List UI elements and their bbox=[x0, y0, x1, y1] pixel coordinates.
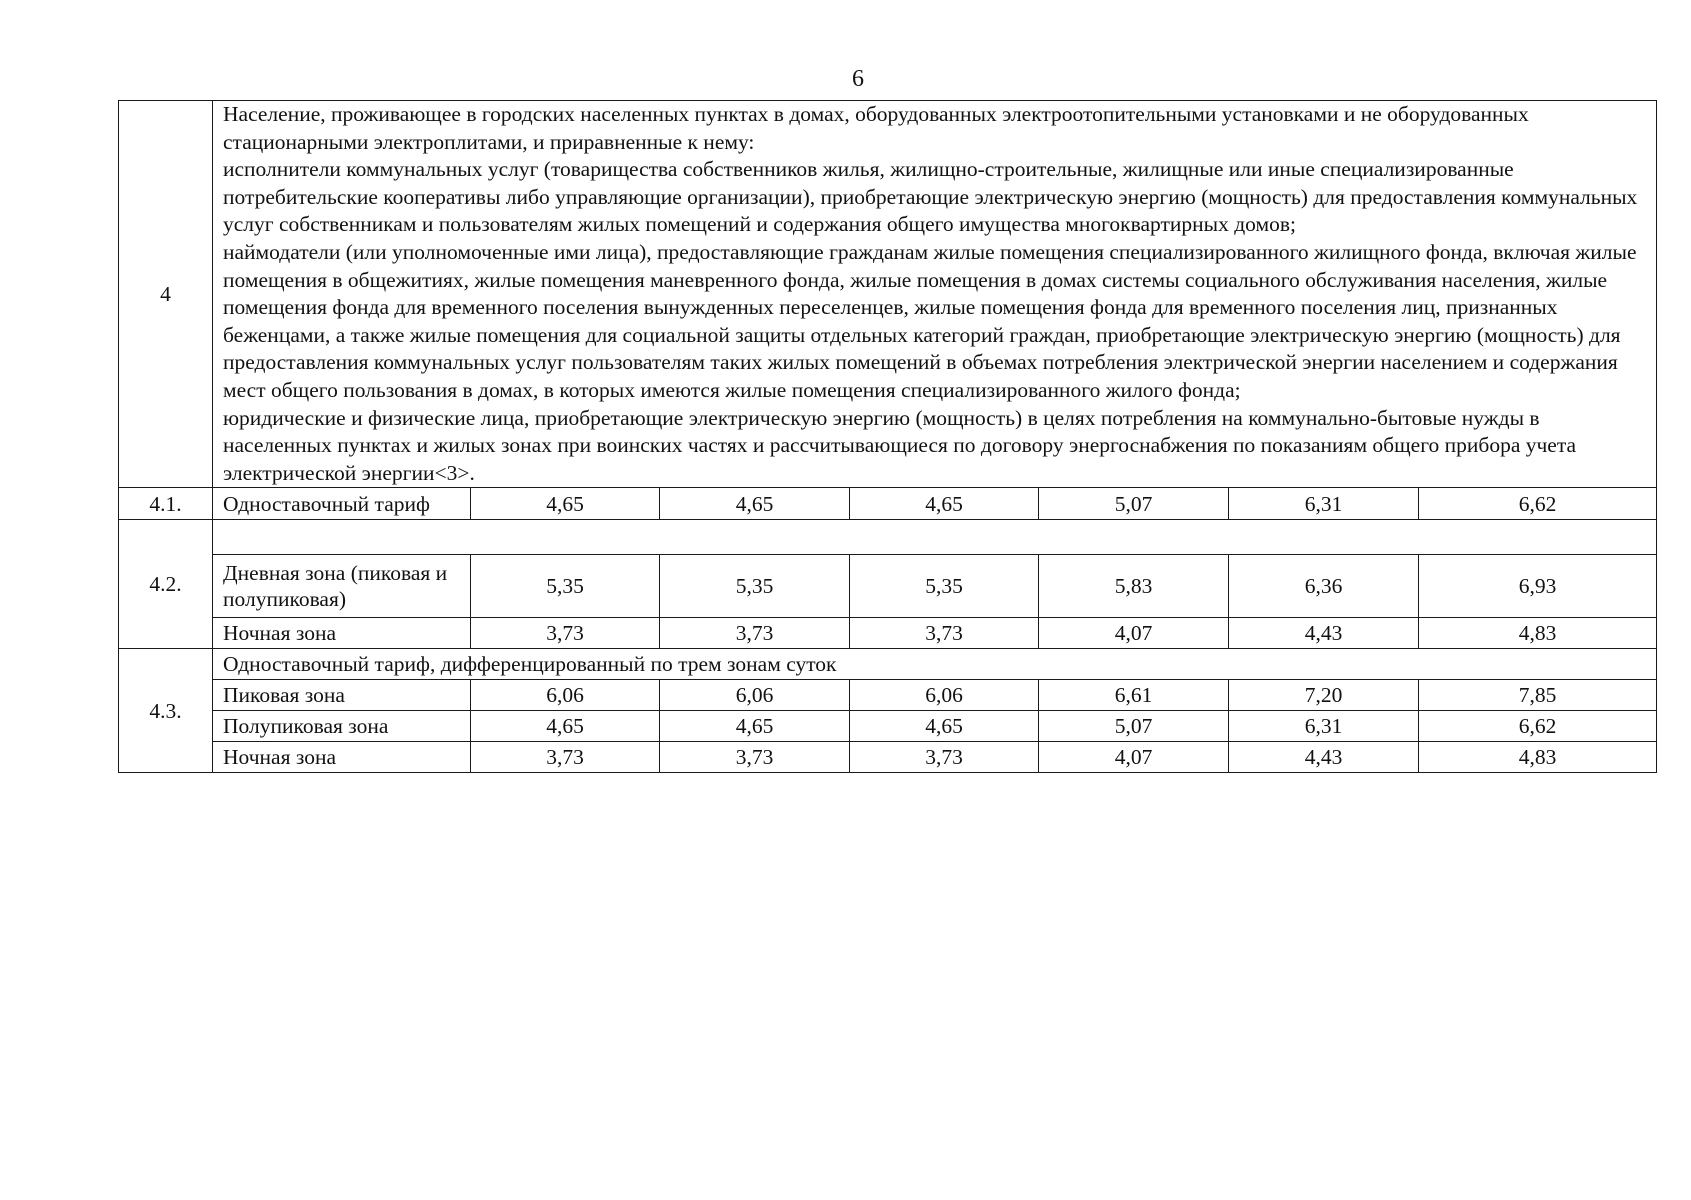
tariff-value: 7,20 bbox=[1229, 680, 1419, 711]
table-row bbox=[119, 742, 1657, 773]
tariff-value: 4,43 bbox=[1229, 742, 1419, 773]
tariff-value: 3,73 bbox=[660, 618, 850, 649]
tariff-value: 5,07 bbox=[1039, 711, 1229, 742]
row-number: 4.2. bbox=[119, 520, 213, 649]
tariff-value: 6,06 bbox=[850, 680, 1039, 711]
description-paragraph: исполнители коммунальных услуг (товарищества собственников жилья, жилищно-строительные, жилищные или иные специализированные потребительские кооперативы либо управляющие организации), приобретающие электрическую энергию (мощность) для предоставления коммунальных услуг собственникам и пользователям жилых помещений и содержания общего имущества многоквартирных домов; bbox=[223, 157, 1638, 237]
section-description bbox=[213, 101, 1657, 488]
row-label: Пиковая зона bbox=[213, 680, 471, 711]
section-4-row bbox=[119, 101, 1657, 488]
tariff-value: 3,73 bbox=[660, 742, 850, 773]
tariff-value: 5,07 bbox=[1039, 488, 1229, 520]
tariff-value: 6,61 bbox=[1039, 680, 1229, 711]
tariff-value: 4,65 bbox=[471, 711, 660, 742]
row-label: Одноставочный тариф bbox=[213, 488, 471, 520]
table-row bbox=[119, 680, 1657, 711]
table-row bbox=[119, 488, 1657, 520]
table-row bbox=[119, 649, 1657, 680]
row-number: 4.1. bbox=[119, 488, 213, 520]
tariff-value: 5,35 bbox=[660, 555, 850, 618]
tariff-value: 6,31 bbox=[1229, 488, 1419, 520]
tariff-value: 4,83 bbox=[1419, 618, 1657, 649]
description-paragraph: Население, проживающее в городских населенных пунктах в домах, оборудованных электроотопительными установками и не оборудованных стационарными электроплитами, и приравненные к нему: bbox=[223, 102, 1529, 154]
section-number: 4 bbox=[119, 101, 213, 488]
description-paragraph: юридические и физические лица, приобретающие электрическую энергию (мощность) в целях потребления на коммунально-бытовые нужды в населенных пунктах и жилых зонах при воинских частях и рассчитывающиеся по договору энергоснабжения по показаниям общего прибора учета электрической энергии<3>. bbox=[223, 405, 1577, 485]
table-row bbox=[119, 555, 1657, 618]
row-subheader bbox=[213, 520, 1657, 555]
tariff-value: 4,07 bbox=[1039, 618, 1229, 649]
table-row bbox=[119, 618, 1657, 649]
tariff-value: 4,65 bbox=[660, 488, 850, 520]
tariff-value: 6,62 bbox=[1419, 488, 1657, 520]
tariff-value: 5,83 bbox=[1039, 555, 1229, 618]
tariff-value: 6,06 bbox=[471, 680, 660, 711]
row-number: 4.3. bbox=[119, 649, 213, 773]
row-label: Дневная зона (пиковая и полупиковая) bbox=[213, 555, 471, 618]
tariff-value: 3,73 bbox=[850, 618, 1039, 649]
page-number: 6 bbox=[852, 66, 864, 92]
tariff-value: 4,83 bbox=[1419, 742, 1657, 773]
tariff-value: 6,36 bbox=[1229, 555, 1419, 618]
tariff-value: 3,73 bbox=[850, 742, 1039, 773]
table-row bbox=[119, 711, 1657, 742]
tariff-value: 4,65 bbox=[850, 711, 1039, 742]
tariff-value: 6,93 bbox=[1419, 555, 1657, 618]
row-label: Ночная зона bbox=[213, 618, 471, 649]
tariff-value: 6,06 bbox=[660, 680, 850, 711]
tariff-value: 4,65 bbox=[471, 488, 660, 520]
tariff-value: 4,65 bbox=[850, 488, 1039, 520]
table-row bbox=[119, 520, 1657, 555]
tariff-value: 3,73 bbox=[471, 618, 660, 649]
row-label: Полупиковая зона bbox=[213, 711, 471, 742]
row-subheader: Одноставочный тариф, дифференцированный по трем зонам суток bbox=[213, 649, 1657, 680]
tariff-value: 4,07 bbox=[1039, 742, 1229, 773]
tariff-value: 4,43 bbox=[1229, 618, 1419, 649]
tariff-value: 7,85 bbox=[1419, 680, 1657, 711]
tariff-value: 5,35 bbox=[850, 555, 1039, 618]
tariff-value: 4,65 bbox=[660, 711, 850, 742]
tariff-value: 6,31 bbox=[1229, 711, 1419, 742]
tariff-value: 5,35 bbox=[471, 555, 660, 618]
description-paragraph: наймодатели (или уполномоченные ими лица), предоставляющие гражданам жилые помещения специализированного жилищного фонда, включая жилые помещения в общежитиях, жилые помещения маневренного фонда, жилые помещения в домах системы социального обслуживания населения, жилые помещения фонда для временного поселения вынужденных переселенцев, жилые помещения фонда для временного поселения лиц, признанных беженцами, а также жилые помещения для социальной защиты отдельных категорий граждан, приобретающие электрическую энергию (мощность) для предоставления коммунальных услуг пользователям таких жилых помещений в объемах потребления электрической энергии населением и содержания мест общего пользования в домах, в которых имеются жилые помещения специализированного жилого фонда; bbox=[223, 239, 1637, 402]
tariff-value: 3,73 bbox=[471, 742, 660, 773]
row-label: Ночная зона bbox=[213, 742, 471, 773]
tariff-value: 6,62 bbox=[1419, 711, 1657, 742]
tariff-table bbox=[118, 100, 1657, 773]
